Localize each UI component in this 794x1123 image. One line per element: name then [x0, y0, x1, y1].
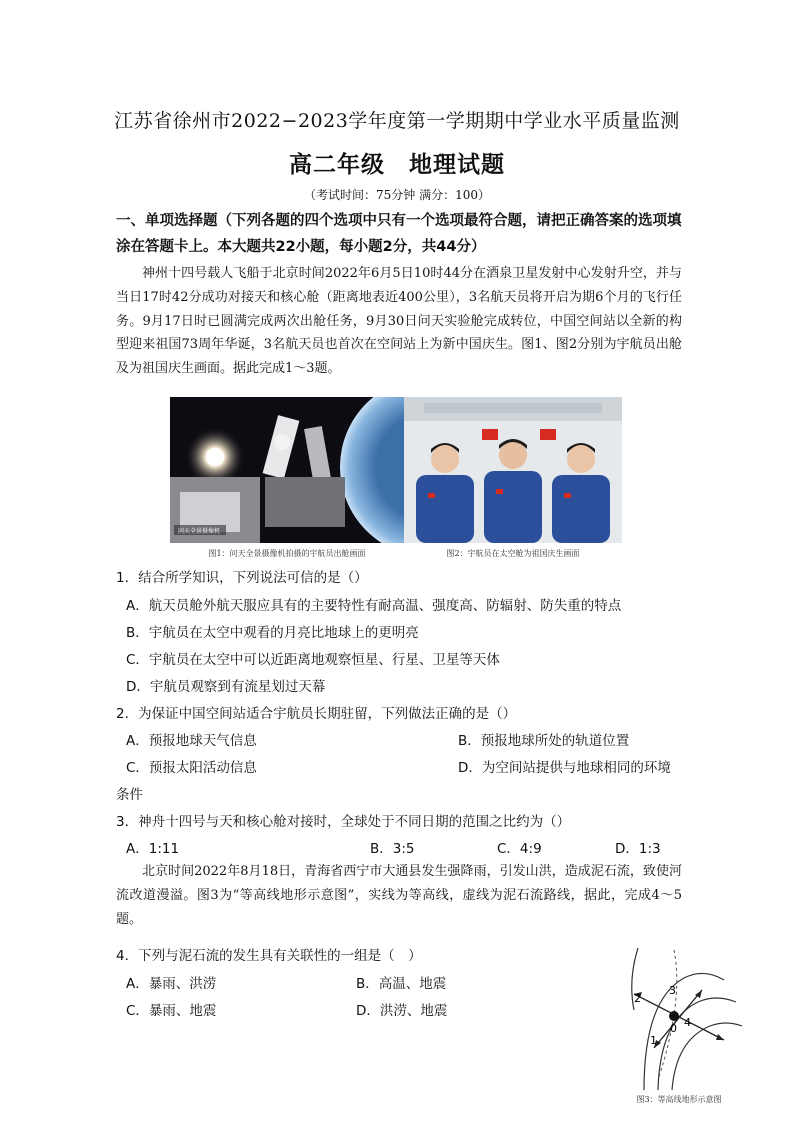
question-4-option-a[interactable]: A．暴雨、洪涝 [126, 976, 217, 992]
question-1-stem: 1．结合所学知识，下列说法可信的是（） [116, 570, 368, 586]
question-4-option-d[interactable]: D．洪涝、地震 [356, 1003, 448, 1019]
question-1-option-b[interactable]: B．宇航员在太空中观看的月亮比地球上的更明亮 [126, 625, 419, 641]
question-2-stem: 2．为保证中国空间站适合宇航员长期驻留，下列做法正确的是（） [116, 706, 517, 722]
contour-label-3: 3 [669, 984, 676, 997]
question-2-option-d-continued: 条件 [116, 787, 143, 803]
question-3-option-d[interactable]: D．1:3 [615, 841, 661, 857]
contour-label-0: 0 [670, 1022, 677, 1035]
figure-2-caption: 图2：宇航员在太空舱为祖国庆生画面 [446, 549, 580, 558]
question-3-stem: 3．神舟十四号与天和核心舱对接时，全球处于不同日期的范围之比约为（） [116, 814, 571, 830]
question-2-option-a[interactable]: A．预报地球天气信息 [126, 733, 257, 749]
figure-1-caption: 图1：问天全景摄像机拍摄的宇航员出舱画面 [208, 549, 366, 558]
contour-label-1: 1 [650, 1034, 657, 1047]
contour-map [614, 940, 744, 1090]
passage-2: 北京时间2022年8月18日，青海省西宁市大通县发生强降雨，引发山洪，造成泥石流，致使河流改道漫溢。图3为“等高线地形示意图”，实线为等高线，虚线为泥石流路线，据此，完成4～5题。 [116, 864, 682, 927]
question-4-stem: 4．下列与泥石流的发生具有关联性的一组是（ ） [116, 948, 422, 964]
question-1-option-d[interactable]: D．宇航员观察到有流星划过天幕 [126, 679, 326, 695]
question-2-option-b[interactable]: B．预报地球所处的轨道位置 [458, 733, 630, 749]
question-3-option-b[interactable]: B．3:5 [370, 841, 415, 857]
contour-label-4: 4 [684, 1016, 691, 1029]
flag-icon [482, 429, 498, 440]
contour-label-2: 2 [634, 992, 641, 1005]
figure-1 [170, 397, 404, 543]
exam-info: （考试时间：75分钟 满分：100） [304, 188, 490, 202]
question-2-option-d[interactable]: D．为空间站提供与地球相同的环境 [458, 760, 671, 776]
question-1-option-c[interactable]: C．宇航员在太空中可以近距离地观察恒星、行星、卫星等天体 [126, 652, 500, 668]
flag-icon [540, 429, 556, 440]
exam-title: 江苏省徐州市2022−2023学年度第一学期期中学业水平质量监测 [114, 110, 680, 132]
figure-3-caption: 图3：等高线地形示意图 [636, 1095, 722, 1104]
figure-2 [404, 397, 622, 543]
question-3-option-c[interactable]: C．4:9 [497, 841, 542, 857]
question-1-option-a[interactable]: A．航天员舱外航天服应具有的主要特性有耐高温、强度高、防辐射、防失重的特点 [126, 598, 622, 614]
astronauts-photo [404, 397, 622, 543]
figure-3 [614, 940, 744, 1090]
section-heading: 一、单项选择题（下列各题的四个选项中只有一个选项最符合题，请把正确答案的选项填涂在答题卡上。本大题共22小题，每小题2分，共44分） [116, 213, 682, 255]
question-2-option-c[interactable]: C．预报太阳活动信息 [126, 760, 257, 776]
exam-subtitle: 高二年级 地理试题 [289, 151, 505, 178]
photo-overlay-label: 问天全景摄像机 [178, 528, 221, 535]
spacewalk-photo [170, 397, 404, 543]
question-4-option-b[interactable]: B．高温、地震 [356, 976, 447, 992]
question-3-option-a[interactable]: A．1:11 [126, 841, 180, 857]
passage-1: 神州十四号载人飞船于北京时间2022年6月5日10时44分在酒泉卫星发射中心发射升空，并与当日17时42分成功对接天和核心舱（距离地表近400公里），3名航天员将开启为期6个月的飞行任务。9月17日时已圆满完成两次出舱任务，9月30日问天实验舱完成转位，中国空间站以全新的构型迎来祖国73周年华诞，3名航天员也首次在空间站上为新中国庆生。图1、图2分别为宇航员出舱及为祖国庆生画面。据此完成1～3题。 [116, 266, 682, 377]
question-4-option-c[interactable]: C．暴雨、地震 [126, 1003, 217, 1019]
